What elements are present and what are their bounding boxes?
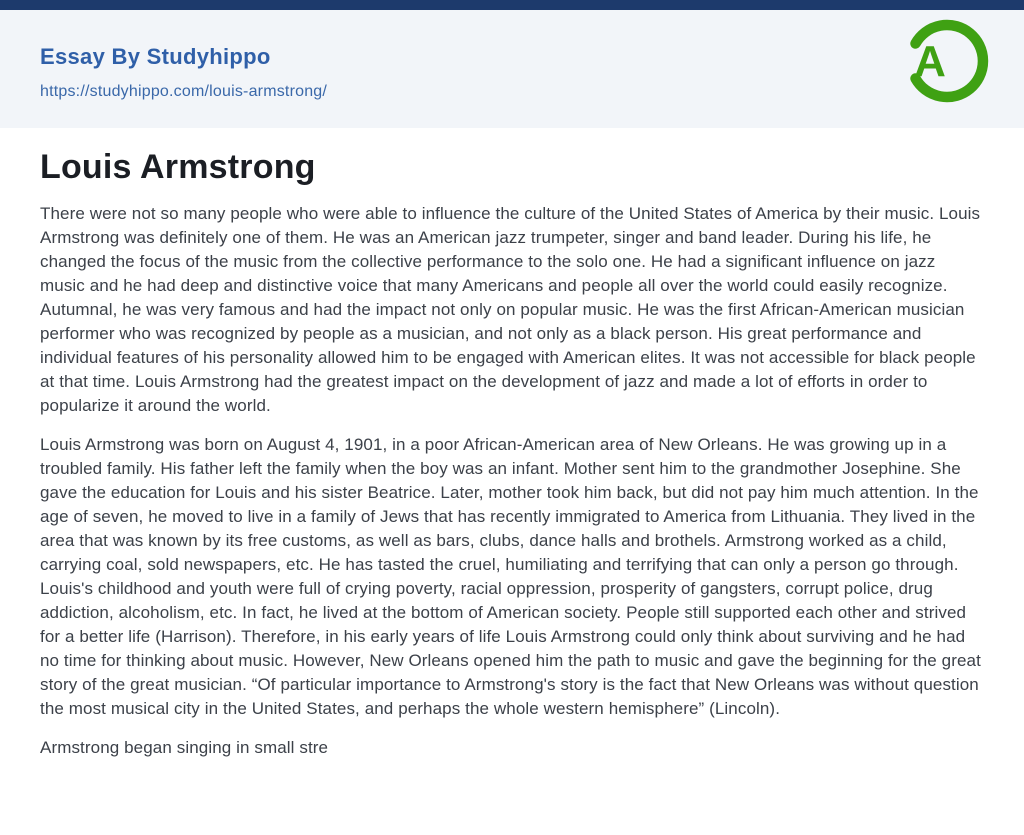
site-title: Essay By Studyhippo [40,44,271,69]
logo-letter: A [914,37,946,86]
essay-paragraph-3: Armstrong began singing in small stre [40,738,329,758]
essay-content [0,148,1024,760]
essay-paragraph-1: There were not so many people who were able to influence the culture of the United States of America by their music. Louis Armstrong was definitely one of them. He was an American jazz trumpeter, singer and band leader. During his life, he changed the focus of the music from the collective performance to the solo one. He had a significant influence on jazz music and he had deep and distinctive voice that many Americans and people all over the world could easily recognize. Autumnal, he was very famous and had the impact not only on popular music. He was the first African-American musician performer who was recognized by people as a musician, and not only as a black person. His great performance and individual features of his personality allowed him to be engaged with American elites. It was not accessible for black people at that time. Louis Armstrong had the greatest impact on the development of jazz and made a lot of efforts in order to popularize it around the world. [40,204,981,416]
essay-url-link[interactable]: https://studyhippo.com/louis-armstrong/ [40,83,328,101]
top-accent-bar [0,0,1024,10]
studyhippo-logo[interactable] [896,12,994,110]
page-header [0,10,1024,128]
logo-a-icon [896,12,994,110]
essay-title: Louis Armstrong [40,148,316,186]
essay-paragraph-2: Louis Armstrong was born on August 4, 1901, in a poor African-American area of New Orleans. He was growing up in a troubled family. His father left the family when the boy was an infant. Mother sent him to the grandmother Josephine. She gave the education for Louis and his sister Beatrice. Later, mother took him back, but did not pay him much attention. In the age of seven, he moved to live in a family of Jews that has recently immigrated to America from Lithuania. They lived in the area that was known by its free customs, as well as bars, clubs, dance halls and brothels. Armstrong worked as a child, carrying coal, sold newspapers, etc. He has tasted the cruel, humiliating and terrifying that can only a person go through. Louis's childhood and youth were full of crying poverty, racial oppression, prosperity of gangsters, corrupt police, drug addiction, alcoholism, etc. In fact, he lived at the bottom of American society. People still supported each other and strived for a better life (Harrison). Therefore, in his early years of life Louis Armstrong could only think about surviving and he had no time for thinking about music. However, New Orleans opened him the path to music and gave the beginning for the great story of the great musician. “Of particular importance to Armstrong's story is the fact that New Orleans was without question the most musical city in the United States, and perhaps the whole western hemisphere” (Lincoln). [40,435,981,719]
